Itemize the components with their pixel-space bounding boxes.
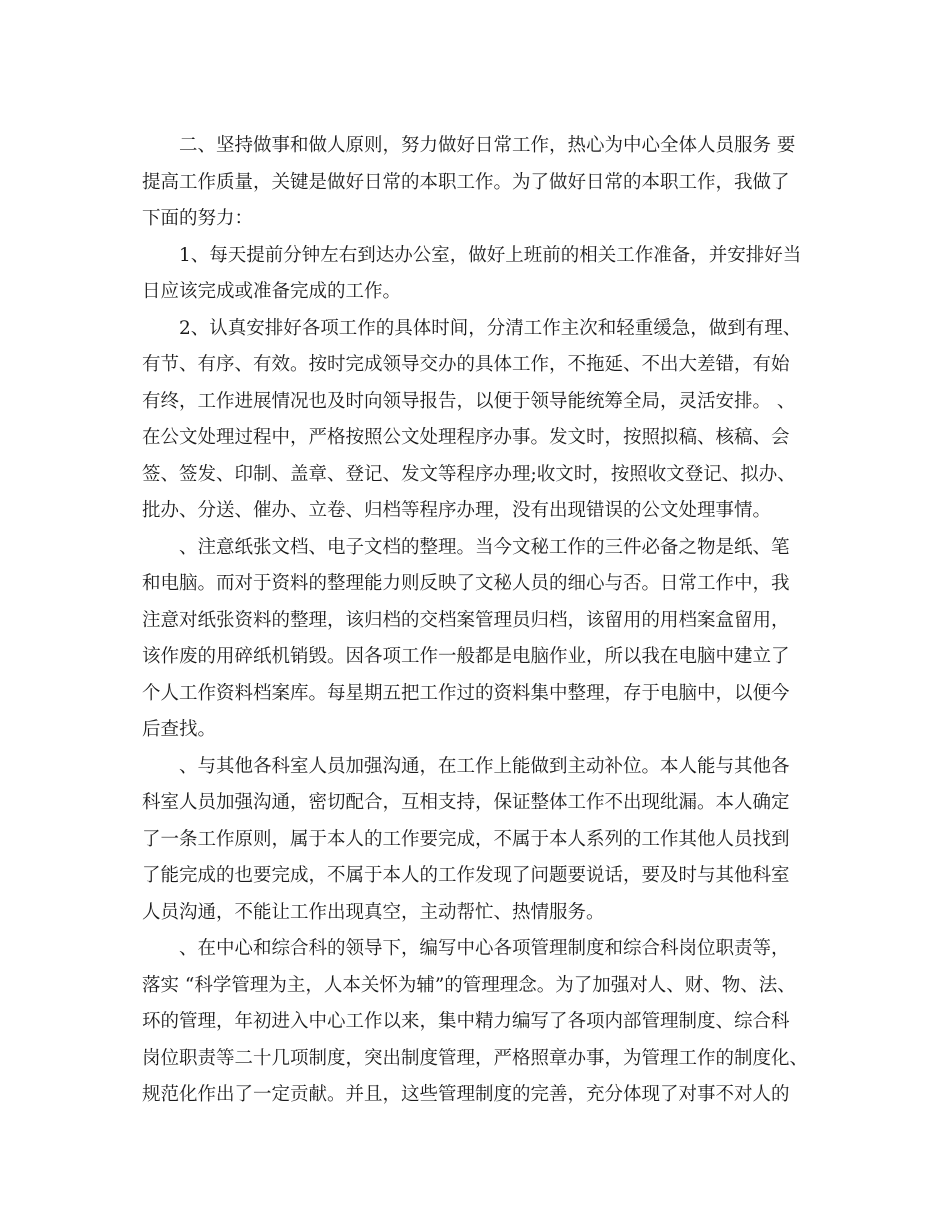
- text-line: 批办、分送、催办、立卷、归档等程序办理，没有出现错误的公文处理事情。: [142, 500, 772, 521]
- text-line: 1、每天提前分钟左右到达办公室，做好上班前的相关工作准备，并安排好当: [179, 244, 802, 266]
- document-body: [142, 128, 808, 1114]
- text-line: 二、坚持做事和做人原则，努力做好日常工作，热心为中心全体人员服务 要: [179, 135, 796, 156]
- text-line: 签、签发、印制、盖章、登记、发文等程序办理;收文时，按照收文登记、拟办、: [142, 463, 796, 485]
- text-line: 环的管理，年初进入中心工作以来，集中精力编写了各项内部管理制度、综合科: [142, 1011, 790, 1032]
- text-line: 了能完成的也要完成，不属于本人的工作发现了问题要说话，要及时与其他科室: [142, 865, 790, 886]
- text-line: 在公文处理过程中，严格按照公文处理程序办事。发文时，按照拟稿、核稿、会: [142, 427, 790, 448]
- text-line: 有节、有序、有效。按时完成领导交办的具体工作，不拖延、不出大差错，有始: [142, 354, 790, 375]
- text-line: 个人工作资料档案库。每星期五把工作过的资料集中整理，存于电脑中，以便今: [142, 682, 790, 704]
- text-line: 2、认真安排好各项工作的具体时间，分清工作主次和轻重缓急，做到有理、: [179, 317, 802, 339]
- text-line: 、与其他各科室人员加强沟通，在工作上能做到主动补位。本人能与其他各: [179, 755, 790, 777]
- text-line: 落实 “科学管理为主，人本关怀为辅”的管理理念。为了加强对人、财、物、法、: [142, 974, 796, 996]
- text-line: 下面的努力：: [142, 208, 254, 229]
- text-line: 注意对纸张资料的整理，该归档的交档案管理员归档，该留用的用档案盒留用，: [142, 609, 790, 631]
- text-line: 提高工作质量，关键是做好日常的本职工作。为了做好日常的本职工作，我做了: [142, 171, 790, 193]
- text-line: 该作废的用碎纸机销毁。因各项工作一般都是电脑作业，所以我在电脑中建立了: [142, 646, 790, 667]
- text-line: 、在中心和综合科的领导下，编写中心各项管理制度和综合科岗位职责等，: [179, 938, 790, 959]
- text-line: 日应该完成或准备完成的工作。: [142, 281, 402, 302]
- text-line: 后查找。: [142, 719, 217, 740]
- text-line: 规范化作出了一定贡献。并且，这些管理制度的完善，充分体现了对事不对人的: [142, 1084, 790, 1105]
- text-line: 、注意纸张文档、电子文档的整理。当今文秘工作的三件必备之物是纸、笔: [179, 536, 790, 558]
- text-line: 岗位职责等二十几项制度，突出制度管理，严格照章办事，为管理工作的制度化、: [142, 1047, 809, 1069]
- text-line: 了一条工作原则，属于本人的工作要完成，不属于本人系列的工作其他人员找到: [142, 828, 790, 850]
- text-line: 和电脑。而对于资料的整理能力则反映了文秘人员的细心与否。日常工作中，我: [142, 573, 790, 594]
- text-line: 有终，工作进展情况也及时向领导报告，以便于领导能统筹全局，灵活安排。 、: [142, 390, 796, 412]
- text-line: 科室人员加强沟通，密切配合，互相支持，保证整体工作不出现纰漏。本人确定: [142, 792, 790, 813]
- text-line: 人员沟通，不能让工作出现真空，主动帮忙、热情服务。: [142, 901, 605, 923]
